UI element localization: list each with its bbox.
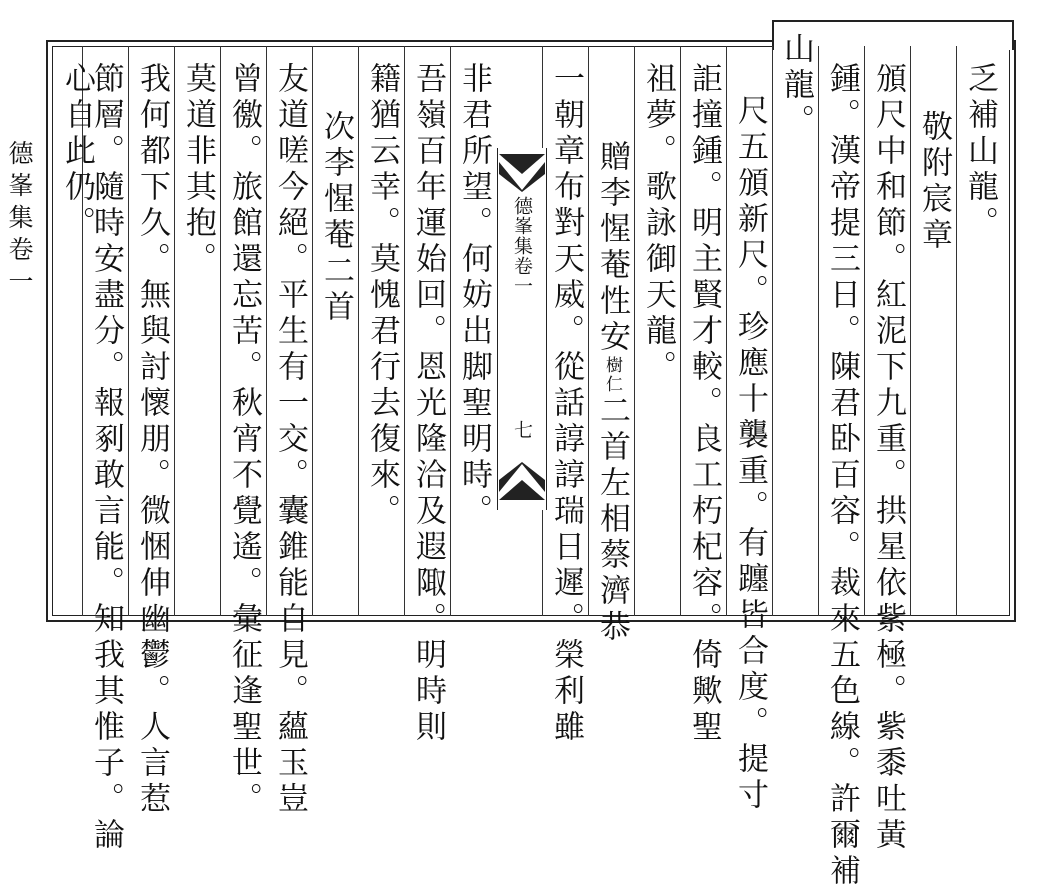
text-column-8 [635,62,681,386]
text-column-10 [543,62,589,746]
lower-fishtail-icon [499,462,545,502]
text-column-18 [129,62,175,818]
poem-heading: 贈李惺菴性安 [594,140,630,356]
column-text: 詎撞鍾。明主賢才較。良工朽杞容。倚歟 [686,62,722,710]
column-text-tail: 天威。從話諄諄瑞日遲。榮利雖 [548,242,584,746]
column-text: 祖夢。歌詠御天龍。 [640,62,676,386]
column-text: 莫道非其抱。 [180,62,216,278]
column-text: 頒尺中和節。紅泥下九重。拱星依紫極。紫黍吐黃 [870,62,906,854]
text-column-6 [727,94,773,814]
text-column-17 [175,62,221,278]
column-text: 心自此仍。 [59,62,95,242]
column-text: 友道嗟今絕。平生有一交。囊錐能自見。蘊玉豈 [272,62,308,818]
column-text-tail: 恩光隆洽及遐陬。明時則 [410,350,446,746]
banxin-page-number: 七 [511,420,533,439]
column-text: 乏補山龍。 [962,62,998,242]
column-text: 吾嶺百年運始回。 [410,62,446,350]
margin-title [0,140,38,300]
column-text: 我何都下久。無與討懷朋。微悃伸幽鬱。人言惹 [134,62,170,818]
column-text-tail: 聖明時。 [456,386,492,530]
text-column-16 [221,62,267,818]
text-column-1 [957,62,1003,242]
column-text-tail: 聖世。 [226,710,262,818]
text-column-20 [54,62,100,242]
text-column-5 [773,32,819,140]
text-column-9 [589,140,635,646]
column-text: 尺五頒新尺。珍應十襲重。有躔皆合度。提寸 [732,94,768,814]
heading-note: 樹仁 [602,356,622,394]
column-text: 籍猶云幸。莫愧君行去復來。 [364,62,400,530]
text-column-14 [313,110,359,326]
text-column-11 [451,62,497,530]
column-text: 鍾。漢帝提三日。陳君卧百容。裁來五色線。許爾補 [824,62,860,890]
column-text: 敬附 [916,110,952,182]
text-column-3 [865,62,911,854]
column-text: 一朝章布對 [548,62,584,242]
text-column-7 [681,62,727,746]
column-text: 節層。隨時安盡分。報剢敢言能。知我其惟子。論 [88,62,124,854]
poem-count: 二首 [594,394,630,466]
margin-book-title: 德峯集 [5,140,34,236]
text-column-15 [267,62,313,818]
margin-volume: 卷一 [5,236,34,300]
text-column-2 [911,110,957,254]
banxin-title: 德峯集卷一 [511,196,533,296]
author-credit: 左相蔡濟恭 [594,466,630,646]
text-column-4 [819,62,865,890]
column-text: 曾徼。旅館還忘苦。秋宵不覺遙。彙征逢 [226,62,262,710]
text-column-13 [359,62,405,530]
column-text: 非君所望。何妨出脚 [456,62,492,386]
text-column-12 [405,62,451,746]
column-text: 山龍。 [778,32,814,140]
upper-fishtail-icon [499,152,545,192]
column-text-tail: 聖 [686,710,722,746]
poem-heading: 次李惺菴二首 [318,110,354,326]
column-text-sub: 宸章 [916,182,952,254]
